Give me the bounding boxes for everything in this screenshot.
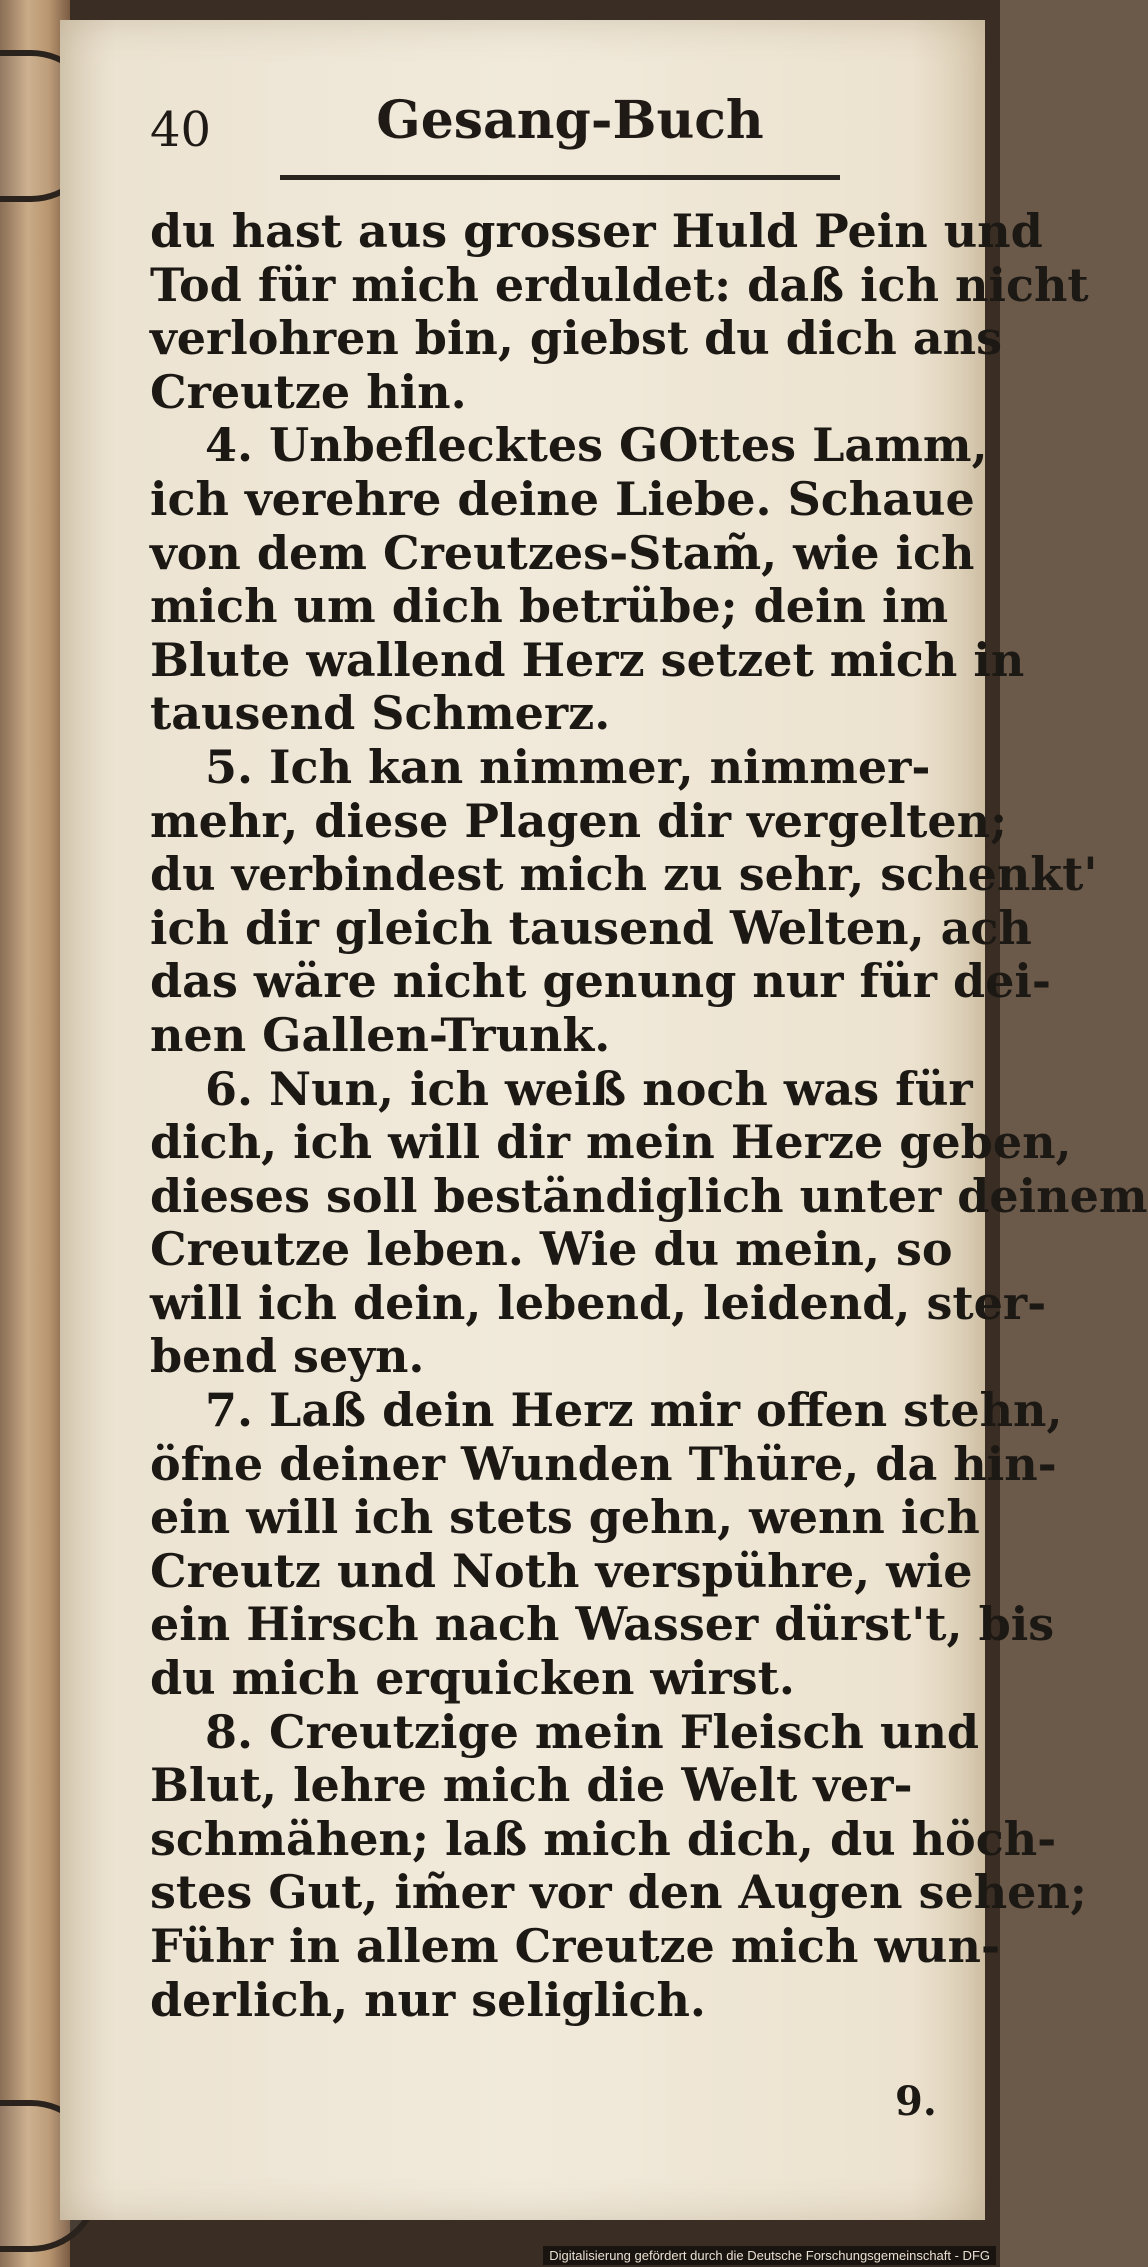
text-line: ich dir gleich tausend Welten, ach: [150, 900, 1032, 955]
running-head: Gesang-Buch: [376, 90, 764, 151]
verse-6-start: 6. Nun, ich weiß noch was für: [205, 1061, 973, 1116]
text-line: bend seyn.: [150, 1329, 425, 1384]
catchword: 9.: [895, 2078, 937, 2125]
text-line: du verbindest mich zu sehr, schenkt': [150, 847, 1098, 902]
text-line: nen Gallen-Trunk.: [150, 1007, 611, 1062]
text-line: Tod für mich erduldet: daß ich nicht: [150, 257, 1089, 312]
text-line: Creutze hin.: [150, 364, 467, 419]
text-line: Führ in allem Creutze mich wun-: [150, 1919, 1001, 1973]
text-line: das wäre nicht genung nur für dei-: [150, 954, 1051, 1009]
text-line: Creutz und Noth verspühre, wie: [150, 1543, 973, 1598]
book-page: [60, 20, 1148, 2220]
text-line: Creutze leben. Wie du mein, so: [150, 1222, 953, 1277]
text-line: dich, ich will dir mein Herze geben,: [150, 1115, 1072, 1170]
verse-7-start: 7. Laß dein Herz mir offen stehn,: [205, 1383, 1063, 1438]
text-line: ich verehre deine Liebe. Schaue: [150, 471, 975, 526]
text-line: öfne deiner Wunden Thüre, da hin-: [150, 1436, 1057, 1491]
verse-8-start: 8. Creutzige mein Fleisch und: [205, 1704, 980, 1759]
text-line: stes Gut, im̃er vor den Augen sehen;: [150, 1865, 1087, 1920]
page-number: 40: [150, 102, 212, 158]
text-line: dieses soll beständiglich unter deinem: [150, 1168, 1148, 1223]
text-line: verlohren bin, giebst du dich ans: [150, 311, 1003, 366]
text-line: von dem Creutzes-Stam̃, wie ich: [150, 525, 975, 580]
text-line: mehr, diese Plagen dir vergelten;: [150, 793, 1008, 848]
verse-4-start: 4. Unbeflecktes GOttes Lamm,: [205, 418, 988, 473]
text-line: tausend Schmerz.: [150, 686, 611, 741]
text-line: ein will ich stets gehn, wenn ich: [150, 1490, 980, 1545]
text-line: derlich, nur seliglich.: [150, 1972, 706, 2027]
text-line: will ich dein, lebend, leidend, ster-: [150, 1275, 1047, 1330]
text-line: du mich erquicken wirst.: [150, 1651, 795, 1706]
hymn-text: [150, 204, 1148, 2027]
text-line: schmähen; laß mich dich, du höch-: [150, 1811, 1057, 1866]
text-line: Blut, lehre mich die Welt ver-: [150, 1758, 913, 1813]
text-line: Blute wallend Herz setzet mich in: [150, 632, 1025, 687]
digitization-credit: Digitalisierung gefördert durch die Deutsche Forschungsgemeinschaft - DFG: [543, 2246, 996, 2265]
header-rule: [280, 175, 840, 180]
verse-5-start: 5. Ich kan nimmer, nimmer-: [205, 739, 931, 794]
text-line: ein Hirsch nach Wasser dürst't, bis: [150, 1597, 1055, 1652]
text-line: du hast aus grosser Huld Pein und: [150, 204, 1043, 258]
text-line: mich um dich betrübe; dein im: [150, 579, 949, 634]
